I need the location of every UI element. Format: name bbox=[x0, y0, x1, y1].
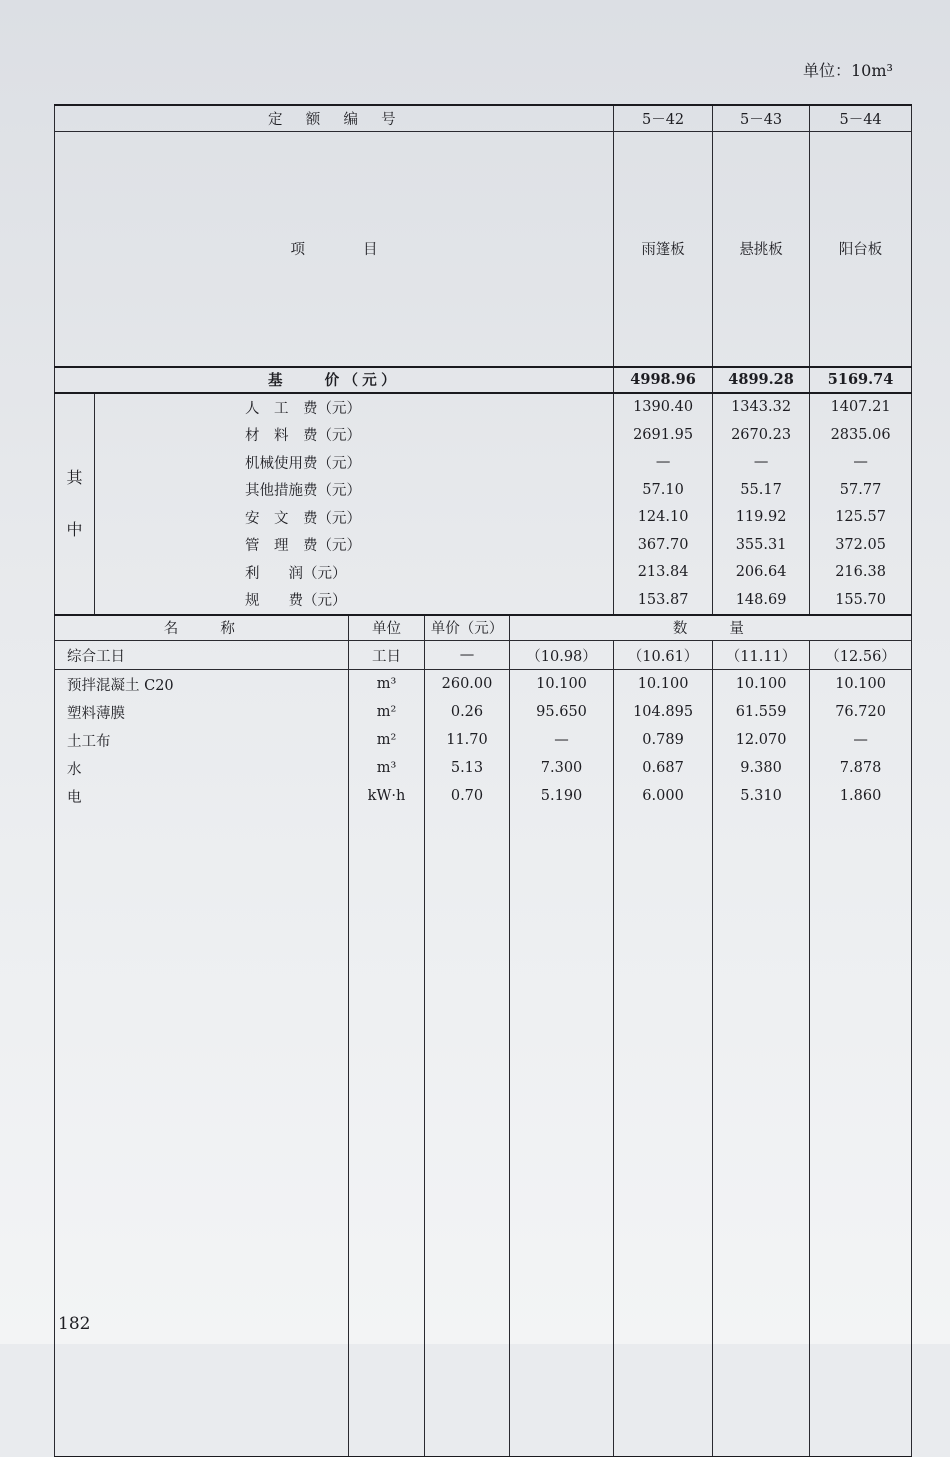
material-row bbox=[55, 698, 912, 726]
material-qty: 104.895 bbox=[614, 698, 713, 726]
cost-label: 管 理 费（元） bbox=[95, 531, 614, 559]
material-qty: 12.070 bbox=[713, 726, 810, 754]
cost-value: 155.70 bbox=[810, 586, 912, 615]
material-name: 综合工日 bbox=[55, 641, 349, 670]
material-qty: 0.789 bbox=[614, 726, 713, 754]
filler-cell bbox=[55, 810, 349, 1456]
cost-value: — bbox=[810, 449, 912, 477]
material-qty: 0.687 bbox=[614, 754, 713, 782]
cost-value: 153.87 bbox=[614, 586, 713, 615]
material-unit: m² bbox=[349, 698, 425, 726]
cost-value: 1390.40 bbox=[614, 393, 713, 422]
cost-row bbox=[55, 449, 912, 477]
materials-name-header: 名 称 bbox=[55, 615, 349, 641]
base-price-5-43: 4899.28 bbox=[713, 367, 810, 393]
base-price-row bbox=[55, 367, 912, 393]
cost-row bbox=[55, 421, 912, 449]
cost-row bbox=[55, 476, 912, 504]
item-name-5-44: 阳台板 bbox=[810, 131, 912, 367]
material-qty: 10.100 bbox=[713, 670, 810, 699]
cost-value: 57.10 bbox=[614, 476, 713, 504]
cost-value: 2691.95 bbox=[614, 421, 713, 449]
material-row bbox=[55, 754, 912, 782]
cost-label: 安 文 费（元） bbox=[95, 504, 614, 532]
cost-row bbox=[55, 586, 912, 615]
material-qty: 5.310 bbox=[713, 782, 810, 810]
group-label-qi: 其 bbox=[66, 467, 83, 487]
material-qty: — bbox=[510, 726, 614, 754]
table-filler-row bbox=[55, 810, 912, 1456]
material-name: 塑料薄膜 bbox=[55, 698, 349, 726]
base-price-5-42: 4998.96 bbox=[614, 367, 713, 393]
cost-label: 机械使用费（元） bbox=[95, 449, 614, 477]
material-qty: （12.56） bbox=[810, 641, 912, 670]
cost-value: 206.64 bbox=[713, 559, 810, 587]
code-label: 定 额 编 号 bbox=[55, 105, 614, 131]
material-qty: 5.190 bbox=[510, 782, 614, 810]
group-label-cell bbox=[55, 393, 95, 615]
material-unit: m³ bbox=[349, 670, 425, 699]
material-price: 0.70 bbox=[425, 782, 510, 810]
material-name: 预拌混凝土 C20 bbox=[55, 670, 349, 699]
cost-row bbox=[55, 393, 912, 422]
filler-cell bbox=[349, 810, 425, 1456]
material-qty: 10.100 bbox=[810, 670, 912, 699]
cost-value: 216.38 bbox=[810, 559, 912, 587]
material-row bbox=[55, 726, 912, 754]
group-label-zhong: 中 bbox=[66, 519, 83, 539]
materials-header-row bbox=[55, 615, 912, 641]
quota-table bbox=[54, 104, 912, 1457]
material-qty: 7.300 bbox=[510, 754, 614, 782]
cost-label: 利 润（元） bbox=[95, 559, 614, 587]
cost-value: 55.17 bbox=[713, 476, 810, 504]
filler-cell bbox=[510, 810, 614, 1456]
code-5-44: 5－44 bbox=[810, 105, 912, 131]
materials-price-header: 单价（元） bbox=[425, 615, 510, 641]
cost-label: 规 费（元） bbox=[95, 586, 614, 615]
material-qty: 61.559 bbox=[713, 698, 810, 726]
material-qty: （10.61） bbox=[614, 641, 713, 670]
item-row bbox=[55, 131, 912, 367]
material-qty: 6.000 bbox=[614, 782, 713, 810]
cost-row bbox=[55, 559, 912, 587]
cost-label: 人 工 费（元） bbox=[95, 393, 614, 422]
cost-value: 148.69 bbox=[713, 586, 810, 615]
material-price: 0.26 bbox=[425, 698, 510, 726]
cost-value: 124.10 bbox=[614, 504, 713, 532]
cost-value: 1343.32 bbox=[713, 393, 810, 422]
material-price: 5.13 bbox=[425, 754, 510, 782]
cost-value: 372.05 bbox=[810, 531, 912, 559]
filler-cell bbox=[810, 810, 912, 1456]
item-name-5-42: 雨篷板 bbox=[614, 131, 713, 367]
cost-label: 材 料 费（元） bbox=[95, 421, 614, 449]
cost-value: — bbox=[614, 449, 713, 477]
base-price-label: 基 价（元） bbox=[55, 367, 614, 393]
material-name: 水 bbox=[55, 754, 349, 782]
cost-value: 213.84 bbox=[614, 559, 713, 587]
unit-note: 单位：10m³ bbox=[803, 61, 893, 80]
material-qty: 1.860 bbox=[810, 782, 912, 810]
material-qty: 76.720 bbox=[810, 698, 912, 726]
material-qty: 10.100 bbox=[510, 670, 614, 699]
base-price-5-44: 5169.74 bbox=[810, 367, 912, 393]
material-name: 土工布 bbox=[55, 726, 349, 754]
code-5-43: 5－43 bbox=[713, 105, 810, 131]
item-label: 项 目 bbox=[55, 131, 614, 367]
filler-cell bbox=[713, 810, 810, 1456]
material-qty: 7.878 bbox=[810, 754, 912, 782]
material-qty: （11.11） bbox=[713, 641, 810, 670]
cost-value: 1407.21 bbox=[810, 393, 912, 422]
material-row bbox=[55, 641, 912, 670]
filler-cell bbox=[614, 810, 713, 1456]
materials-quantity-header: 数 量 bbox=[510, 615, 912, 641]
cost-value: 125.57 bbox=[810, 504, 912, 532]
cost-row bbox=[55, 504, 912, 532]
cost-value: 2835.06 bbox=[810, 421, 912, 449]
cost-value: 355.31 bbox=[713, 531, 810, 559]
code-5-42: 5－42 bbox=[614, 105, 713, 131]
material-qty: （10.98） bbox=[510, 641, 614, 670]
material-unit: m³ bbox=[349, 754, 425, 782]
material-qty: 9.380 bbox=[713, 754, 810, 782]
material-qty: 10.100 bbox=[614, 670, 713, 699]
material-unit: 工日 bbox=[349, 641, 425, 670]
material-qty: 95.650 bbox=[510, 698, 614, 726]
item-name-5-43: 悬挑板 bbox=[713, 131, 810, 367]
material-unit: kW·h bbox=[349, 782, 425, 810]
materials-unit-header: 单位 bbox=[349, 615, 425, 641]
page-number: 182 bbox=[58, 1314, 91, 1334]
cost-label: 其他措施费（元） bbox=[95, 476, 614, 504]
filler-cell bbox=[425, 810, 510, 1456]
material-name: 电 bbox=[55, 782, 349, 810]
cost-row bbox=[55, 531, 912, 559]
material-qty: — bbox=[810, 726, 912, 754]
cost-value: 119.92 bbox=[713, 504, 810, 532]
cost-value: — bbox=[713, 449, 810, 477]
material-price: 260.00 bbox=[425, 670, 510, 699]
cost-value: 57.77 bbox=[810, 476, 912, 504]
material-price: — bbox=[425, 641, 510, 670]
material-price: 11.70 bbox=[425, 726, 510, 754]
material-row bbox=[55, 670, 912, 699]
material-row bbox=[55, 782, 912, 810]
material-unit: m² bbox=[349, 726, 425, 754]
cost-value: 367.70 bbox=[614, 531, 713, 559]
code-row bbox=[55, 105, 912, 131]
cost-value: 2670.23 bbox=[713, 421, 810, 449]
